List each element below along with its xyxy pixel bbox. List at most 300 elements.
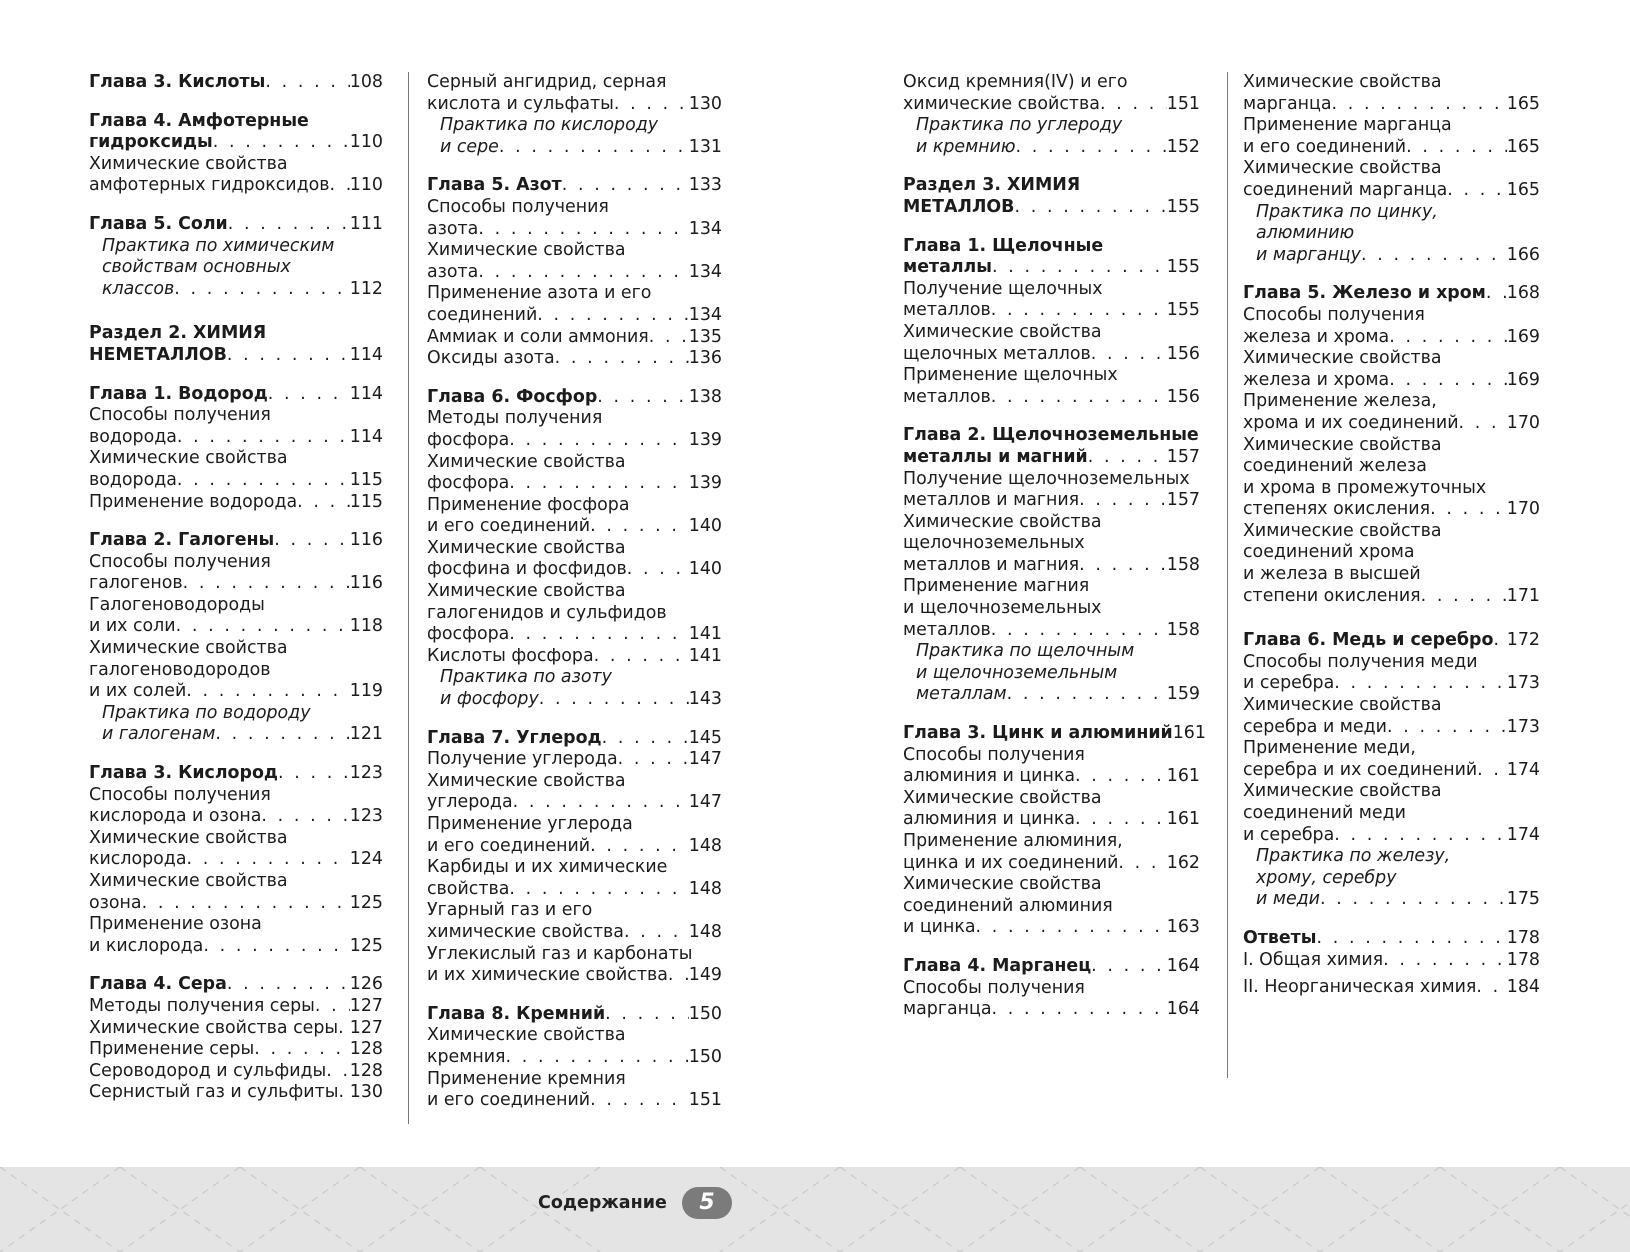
- toc-entry-line: [903, 745, 1200, 767]
- toc-entry-line: [89, 552, 383, 574]
- toc-entry-text: водорода: [89, 426, 177, 447]
- toc-entry-text: Глава 6. Медь и серебро: [1243, 630, 1494, 651]
- toc-entry: [427, 771, 722, 814]
- toc-entry-last-line: [427, 836, 722, 858]
- toc-page-number: 174: [1506, 824, 1540, 845]
- toc-entry-line: [89, 871, 383, 893]
- dot-leader: [499, 137, 689, 159]
- toc-entry-last-line: [427, 792, 722, 814]
- toc-page-number: 116: [349, 530, 383, 551]
- toc-entry: [89, 785, 383, 828]
- toc-entry-line: [903, 175, 1200, 197]
- toc-page-number: 164: [1166, 999, 1200, 1020]
- toc-page-number: 110: [349, 175, 383, 196]
- toc-entry-text: марганца: [903, 999, 992, 1020]
- toc-page-number: 128: [349, 1039, 383, 1060]
- toc-entry-text: Способы получения: [1243, 304, 1425, 325]
- toc-entry: [89, 828, 383, 871]
- toc-entry-line: [1243, 521, 1540, 543]
- toc-entry-last-line: [903, 387, 1200, 409]
- toc-entry: [427, 327, 722, 349]
- toc-page-number: 114: [349, 426, 383, 447]
- toc-entry-last-line: [89, 72, 383, 94]
- toc-entry-text: галогенидов и сульфидов: [427, 602, 667, 623]
- dot-leader: [1477, 760, 1507, 782]
- dot-leader: [1486, 283, 1507, 305]
- toc-entry: [89, 448, 383, 491]
- toc-page-number: 173: [1506, 673, 1540, 694]
- toc-entry: [1243, 348, 1540, 391]
- toc-entry: [1243, 521, 1540, 607]
- toc-entry-text: железа и хрома: [1243, 326, 1390, 347]
- toc-entry-last-line: [1243, 630, 1540, 652]
- toc-page-number: 169: [1506, 326, 1540, 347]
- dot-leader: [537, 305, 689, 327]
- toc-entry: [1243, 738, 1540, 781]
- toc-entry-text: химические свойства: [903, 93, 1100, 114]
- toc-entry-last-line: [903, 956, 1200, 978]
- toc-entry-last-line: [916, 137, 1200, 159]
- toc-entry-text: Химические свойства: [89, 153, 288, 174]
- toc-entry-line: [427, 452, 722, 474]
- toc-entry-line: [427, 603, 722, 625]
- toc-page-number: 139: [688, 473, 722, 494]
- toc-page-number: 145: [688, 727, 722, 748]
- toc-entry-last-line: [89, 974, 383, 996]
- toc-heading: [903, 956, 1200, 978]
- toc-entry-last-line: [427, 922, 722, 944]
- toc-entry-last-line: [89, 893, 383, 915]
- toc-entry-text: Раздел 3. ХИМИЯ: [903, 175, 1081, 196]
- toc-entry-text: Глава 4. Марганец: [903, 955, 1092, 976]
- toc-entry-text: фосфора: [427, 624, 510, 645]
- toc-heading: [903, 175, 1200, 218]
- toc-entry-last-line: [89, 345, 383, 367]
- toc-entry-text: Применение водорода: [89, 491, 298, 512]
- toc-page-number: 131: [688, 136, 722, 157]
- toc-entry: [89, 405, 383, 448]
- toc-entry-line: [903, 512, 1200, 534]
- toc-entry-text: НЕМЕТАЛЛОВ: [89, 344, 227, 365]
- toc-page-number: 162: [1166, 852, 1200, 873]
- toc-entry-text: Химические свойства: [89, 638, 288, 659]
- toc-entry: [903, 512, 1200, 577]
- toc-page-number: 150: [688, 1003, 722, 1024]
- toc-entry-text: Химические свойства: [1243, 72, 1442, 92]
- toc-entry-text: алюминию: [1256, 223, 1355, 244]
- toc-entry-line: [427, 900, 722, 922]
- toc-heading: [89, 530, 383, 552]
- toc-entry-text: марганца: [1243, 93, 1332, 114]
- toc-entry-last-line: [440, 137, 722, 159]
- dot-leader: [618, 749, 689, 771]
- toc-entry-last-line: [916, 684, 1200, 706]
- toc-heading: [427, 728, 722, 750]
- toc-entry-last-line: [1243, 760, 1540, 782]
- toc-page-number: 152: [1166, 136, 1200, 157]
- toc-entry-text: металлы: [903, 257, 993, 278]
- dot-leader: [1421, 586, 1507, 608]
- toc-entry-line: [1243, 305, 1540, 327]
- toc-entry-text: Химические свойства: [89, 871, 288, 891]
- toc-entry-text: Применение фосфора: [427, 494, 630, 515]
- toc-entry-text: Глава 1. Щелочные: [903, 235, 1104, 256]
- toc-entry-line: [903, 533, 1200, 555]
- toc-entry-text: Химические свойства: [903, 511, 1102, 532]
- toc-entry-text: Практика по цинку,: [1256, 201, 1438, 222]
- toc-entry-text: Химические свойства: [427, 537, 626, 558]
- toc-entry-last-line: [427, 348, 722, 370]
- dot-leader: [1406, 137, 1507, 159]
- dot-leader: [186, 849, 349, 871]
- toc-entry-text: Применение марганца: [1243, 115, 1452, 136]
- toc-entry-last-line: [1243, 137, 1540, 159]
- toc-entry-text: кислота и сульфаты: [427, 93, 614, 114]
- toc-heading: [89, 384, 383, 406]
- toc-entry: [1243, 781, 1540, 846]
- toc-entry: [1243, 950, 1540, 972]
- toc-entry-text: Глава 4. Амфотерные: [89, 110, 309, 131]
- toc-entry-last-line: [903, 344, 1200, 366]
- toc-entry-last-line: [903, 620, 1200, 642]
- toc-entry-last-line: [903, 809, 1200, 831]
- toc-entry-text: свойства: [427, 878, 510, 899]
- toc-page-number: 116: [349, 573, 383, 594]
- toc-page-number: 121: [349, 724, 383, 745]
- dot-leader: [976, 917, 1167, 939]
- toc-entry-text: Способы получения: [903, 744, 1085, 765]
- dot-leader: [1331, 94, 1506, 116]
- toc-entry-last-line: [427, 175, 722, 197]
- toc-entry-text: кислорода: [89, 849, 187, 870]
- dot-leader: [594, 646, 689, 668]
- toc-entry-text: алюминия и цинка: [903, 809, 1075, 830]
- toc-entry-text: азота: [427, 218, 479, 239]
- dot-leader: [1387, 717, 1507, 739]
- toc-entry-text: Глава 6. Фосфор: [427, 386, 598, 407]
- toc-entry-line: [916, 115, 1200, 137]
- toc-entry-last-line: [89, 573, 383, 595]
- toc-page-number: 165: [1506, 179, 1540, 200]
- toc-entry: [89, 552, 383, 595]
- dot-leader: [338, 1018, 350, 1040]
- dot-leader: [274, 530, 350, 552]
- toc-heading: [89, 763, 383, 785]
- toc-entry-text: и его соединений: [1243, 136, 1407, 157]
- toc-entry-text: Практика по водороду: [102, 702, 311, 723]
- toc-entry-text: фосфора: [427, 473, 510, 494]
- toc-page-number: 164: [1166, 955, 1200, 976]
- toc-entry-text: Химические свойства: [903, 874, 1102, 895]
- toc-entry-line: [903, 576, 1200, 598]
- toc-entry-last-line: [1243, 283, 1540, 305]
- toc-entry: [427, 283, 722, 326]
- dot-leader: [183, 573, 350, 595]
- dot-leader: [624, 922, 689, 944]
- toc-entry: [1243, 435, 1540, 521]
- toc-entry-last-line: [102, 724, 383, 746]
- toc-entry-line: [102, 236, 383, 258]
- toc-entry-text: серебра и меди: [1243, 716, 1387, 737]
- toc-entry-text: Практика по химическим: [102, 235, 335, 256]
- toc-entry-text: Раздел 2. ХИМИЯ: [89, 323, 267, 344]
- toc-entry-line: [427, 538, 722, 560]
- toc-entry-line: [427, 814, 722, 836]
- toc-entry-line: [89, 785, 383, 807]
- toc-entry-last-line: [903, 999, 1200, 1021]
- toc-entry-line: [427, 197, 722, 219]
- toc-entry-last-line: [89, 1039, 383, 1061]
- toc-entry-text: Ответы: [1243, 927, 1317, 948]
- toc-page-number: 114: [349, 383, 383, 404]
- toc-entry-text: и его соединений: [427, 1090, 591, 1111]
- toc-entry-last-line: [903, 917, 1200, 939]
- dot-leader: [509, 430, 689, 452]
- dot-leader: [265, 72, 349, 94]
- toc-entry-text: химические свойства: [427, 921, 624, 942]
- toc-entry-text: кислорода и озона: [89, 806, 262, 827]
- toc-page-number: 141: [688, 624, 722, 645]
- dot-leader: [539, 689, 689, 711]
- toc-entry-line: [427, 1069, 722, 1091]
- toc-entry-text: Глава 5. Азот: [427, 175, 562, 196]
- toc-entry-line: [89, 638, 383, 660]
- toc-entry-text: Применение алюминия,: [903, 831, 1123, 851]
- toc-page-number: 148: [688, 921, 722, 942]
- toc-entry-text: Химические свойства: [1243, 348, 1442, 369]
- dot-leader: [1320, 889, 1507, 911]
- toc-entry-line: [1243, 695, 1540, 717]
- toc-entry: [427, 408, 722, 451]
- toc-entry-line: [427, 72, 722, 94]
- toc-entry-last-line: [427, 624, 722, 646]
- toc-entry-last-line: [1243, 977, 1540, 999]
- toc-entry-last-line: [1243, 950, 1540, 972]
- toc-entry-text: II. Неорганическая химия: [1243, 977, 1477, 998]
- toc-page-number: 148: [688, 835, 722, 856]
- toc-entry-last-line: [1243, 94, 1540, 116]
- dot-leader: [1430, 499, 1507, 521]
- toc-entry-line: [1256, 223, 1540, 245]
- toc-heading: [903, 425, 1200, 468]
- toc-entry-last-line: [427, 219, 722, 241]
- toc-entry: [89, 595, 383, 638]
- toc-page-number: 157: [1166, 490, 1200, 511]
- toc-entry-last-line: [89, 1018, 383, 1040]
- toc-entry-last-line: [1243, 499, 1540, 521]
- toc-entry-line: [1243, 781, 1540, 803]
- toc-entry-line: [1256, 846, 1540, 868]
- toc-page-number: 141: [688, 645, 722, 666]
- toc-entry-text: Химические свойства: [1243, 781, 1442, 802]
- toc-entry-last-line: [903, 447, 1200, 469]
- toc-practice-entry: [89, 703, 383, 746]
- toc-entry-text: Химические свойства серы: [89, 1017, 339, 1038]
- toc-entry-text: Практика по щелочным: [916, 641, 1135, 662]
- toc-entry: [89, 1061, 383, 1083]
- toc-entry-text: Способы получения: [903, 977, 1085, 998]
- dot-leader: [1389, 327, 1507, 349]
- toc-page-number: 112: [349, 278, 383, 299]
- toc-page-number: 130: [349, 1082, 383, 1103]
- toc-page-number: 165: [1506, 136, 1540, 157]
- toc-entry-line: [916, 641, 1200, 663]
- toc-column-4: [1243, 72, 1540, 999]
- toc-page-number: 172: [1506, 630, 1540, 651]
- dot-leader: [668, 965, 689, 987]
- toc-entry: [903, 831, 1200, 874]
- dot-leader: [555, 348, 689, 370]
- toc-entry: [427, 240, 722, 283]
- toc-entry-text: гидроксиды: [89, 132, 213, 153]
- toc-entry-last-line: [1243, 586, 1540, 608]
- toc-entry-text: Химические свойства: [89, 827, 288, 848]
- toc-entry-line: [89, 323, 383, 345]
- toc-entry-text: галогенов: [89, 573, 183, 594]
- toc-page-number: 119: [349, 681, 383, 702]
- toc-entry-line: [1243, 348, 1540, 370]
- toc-entry: [1243, 305, 1540, 348]
- dot-leader: [203, 936, 349, 958]
- toc-page-number: 135: [688, 326, 722, 347]
- toc-page-number: 169: [1506, 369, 1540, 390]
- dot-leader: [1447, 180, 1507, 202]
- toc-entry-text: и его соединений: [427, 516, 591, 537]
- dot-leader: [1075, 766, 1167, 788]
- toc-entry-text: металлы и магний: [903, 446, 1088, 467]
- dot-leader: [1389, 370, 1507, 392]
- toc-entry-line: [427, 495, 722, 517]
- dot-leader: [590, 1090, 689, 1112]
- toc-entry-text: Применение углерода: [427, 814, 633, 834]
- toc-page-number: 151: [688, 1090, 722, 1111]
- toc-entry-text: и их химические свойства: [427, 965, 668, 986]
- toc-entry-last-line: [1243, 413, 1540, 435]
- column-divider: [1227, 72, 1228, 1078]
- dot-leader: [1079, 490, 1167, 512]
- toc-page-number: 155: [1166, 257, 1200, 278]
- toc-entry-text: цинка и их соединений: [903, 852, 1119, 873]
- toc-entry-text: металлов: [903, 300, 991, 321]
- dot-leader: [261, 806, 349, 828]
- toc-entry-text: и марганцу: [1256, 244, 1361, 265]
- dot-leader: [614, 94, 689, 116]
- toc-entry-text: Углекислый газ и карбонаты: [427, 943, 693, 964]
- toc-column-2: [427, 72, 722, 1112]
- toc-entry-last-line: [427, 1004, 722, 1026]
- toc-entry-text: Способы получения: [89, 784, 271, 805]
- column-divider: [408, 72, 409, 1124]
- toc-entry: [1243, 977, 1540, 999]
- toc-practice-entry: [89, 236, 383, 301]
- dot-leader: [268, 384, 350, 406]
- toc-entry-text: щелочных металлов: [903, 343, 1091, 364]
- toc-entry-last-line: [903, 766, 1200, 788]
- toc-entry: [427, 1069, 722, 1112]
- toc-entry-text: Способы получения: [89, 405, 271, 426]
- toc-entry-text: Кислоты фосфора: [427, 645, 594, 666]
- toc-entry-text: Практика по азоту: [440, 667, 612, 688]
- toc-entry: [903, 978, 1200, 1021]
- toc-entry: [427, 1025, 722, 1068]
- toc-entry-text: Способы получения: [89, 551, 271, 572]
- page-number-badge: 5: [682, 1187, 732, 1219]
- toc-entry-line: [903, 322, 1200, 344]
- toc-entry-text: Химические свойства: [1243, 434, 1442, 455]
- dot-leader: [605, 1004, 689, 1026]
- toc-entry: [1243, 652, 1540, 695]
- toc-page-number: 123: [349, 763, 383, 784]
- toc-entry-text: Применение железа,: [1243, 391, 1437, 412]
- toc-entry-line: [89, 660, 383, 682]
- toc-entry-last-line: [903, 490, 1200, 512]
- toc-entry-text: Применение щелочных: [903, 365, 1118, 386]
- toc-entry-last-line: [89, 175, 383, 197]
- toc-entry-last-line: [89, 132, 383, 154]
- toc-entry: [89, 996, 383, 1018]
- toc-page-number: 130: [688, 93, 722, 114]
- toc-entry-text: Химические свойства: [427, 1025, 626, 1046]
- toc-column-1: [89, 72, 383, 1104]
- toc-entry-last-line: [1243, 717, 1540, 739]
- toc-page-number: 178: [1506, 949, 1540, 970]
- toc-page-number: 127: [349, 1017, 383, 1038]
- toc-entry-text: кремния: [427, 1046, 506, 1067]
- dot-leader: [991, 387, 1167, 409]
- toc-entry-line: [89, 914, 383, 936]
- toc-entry-last-line: [1256, 245, 1540, 267]
- toc-entry-line: [903, 598, 1200, 620]
- toc-entry-line: [102, 257, 383, 279]
- dot-leader: [176, 616, 350, 638]
- toc-heading: [1243, 928, 1540, 950]
- toc-page-number: 126: [349, 974, 383, 995]
- toc-entry-line: [89, 448, 383, 470]
- toc-entry-text: соединений: [427, 304, 538, 325]
- toc-page-number: 149: [688, 965, 722, 986]
- toc-entry-text: Угарный газ и его: [427, 900, 593, 921]
- toc-entry-line: [89, 154, 383, 176]
- toc-entry-last-line: [89, 936, 383, 958]
- toc-entry-line: [440, 115, 722, 137]
- toc-entry: [89, 1039, 383, 1061]
- toc-heading: [427, 175, 722, 197]
- toc-entry-text: соединений алюминия: [903, 895, 1113, 916]
- toc-entry-text: и щелочноземельных: [903, 598, 1102, 619]
- toc-entry-last-line: [1243, 327, 1540, 349]
- toc-entry-text: азота: [427, 261, 479, 282]
- toc-entry: [89, 154, 383, 197]
- page-footer: [0, 1167, 1630, 1252]
- toc-entry: [903, 469, 1200, 512]
- toc-entry-text: галогеноводородов: [89, 659, 271, 680]
- toc-entry-text: железа и хрома: [1243, 369, 1390, 390]
- toc-entry-text: Практика по железу,: [1256, 846, 1451, 867]
- toc-entry-line: [102, 703, 383, 725]
- toc-column-3: [903, 72, 1206, 1021]
- toc-page-number: 171: [1506, 585, 1540, 606]
- toc-page-number: 175: [1506, 889, 1540, 910]
- toc-heading: [89, 323, 383, 366]
- dot-leader: [506, 1047, 689, 1069]
- toc-entry: [427, 900, 722, 943]
- toc-entry-last-line: [427, 94, 722, 116]
- toc-page-number: 161: [1172, 723, 1206, 744]
- toc-page-number: 125: [349, 935, 383, 956]
- toc-page-number: 157: [1166, 446, 1200, 467]
- dot-leader: [992, 257, 1167, 279]
- toc-entry-text: Глава 5. Соли: [89, 213, 228, 234]
